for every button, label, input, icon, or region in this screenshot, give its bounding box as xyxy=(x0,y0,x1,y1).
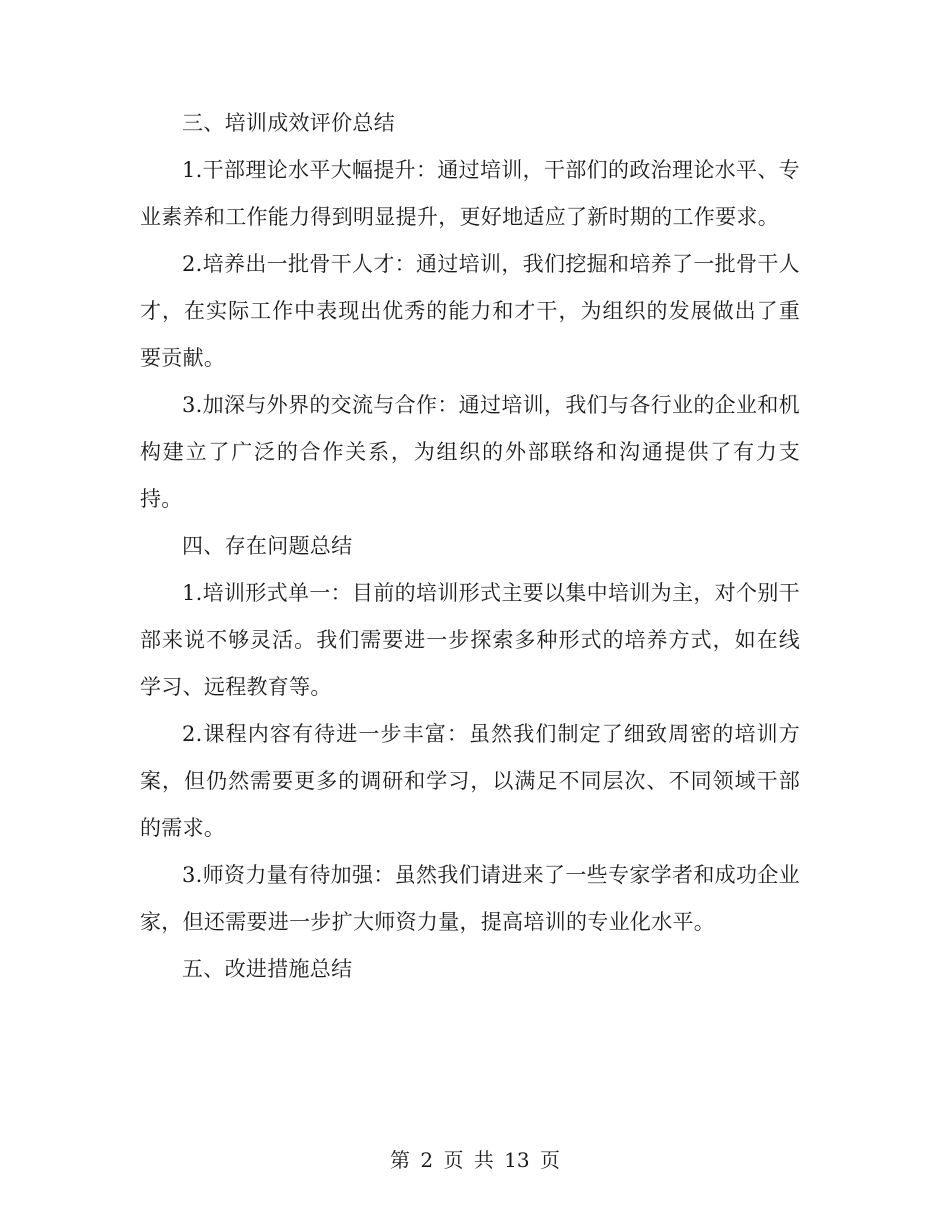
paragraph-theory-level: 1.干部理论水平大幅提升：通过培训，干部们的政治理论水平、专业素养和工作能力得到明显提升，更好地适应了新时期的工作要求。 xyxy=(140,158,800,229)
section-heading-improvements: 五、改进措施总结 xyxy=(182,957,353,981)
paragraph-training-format: 1.培训形式单一：目前的培训形式主要以集中培训为主，对个别干部来说不够灵活。我们需要进一步探索多种形式的培养方式，如在线学习、远程教育等。 xyxy=(140,581,800,699)
paragraph-course-content: 2.课程内容有待进一步丰富：虽然我们制定了细致周密的培训方案，但仍然需要更多的调研和学习，以满足不同层次、不同领域干部的需求。 xyxy=(140,722,800,840)
section-heading-evaluation: 三、培训成效评价总结 xyxy=(182,111,395,135)
section-heading-problems: 四、存在问题总结 xyxy=(182,534,353,558)
page-number-footer: 第 2 页 共 13 页 xyxy=(390,1148,560,1172)
paragraph-backbone-talent: 2.培养出一批骨干人才：通过培训，我们挖掘和培养了一批骨干人才，在实际工作中表现出优秀的能力和才干，为组织的发展做出了重要贡献。 xyxy=(140,252,800,370)
document-body xyxy=(140,100,800,993)
paragraph-faculty-strength: 3.师资力量有待加强：虽然我们请进来了一些专家学者和成功企业家，但还需要进一步扩大师资力量，提高培训的专业化水平。 xyxy=(140,863,800,934)
paragraph-external-cooperation: 3.加深与外界的交流与合作：通过培训，我们与各行业的企业和机构建立了广泛的合作关系，为组织的外部联络和沟通提供了有力支持。 xyxy=(140,393,800,511)
